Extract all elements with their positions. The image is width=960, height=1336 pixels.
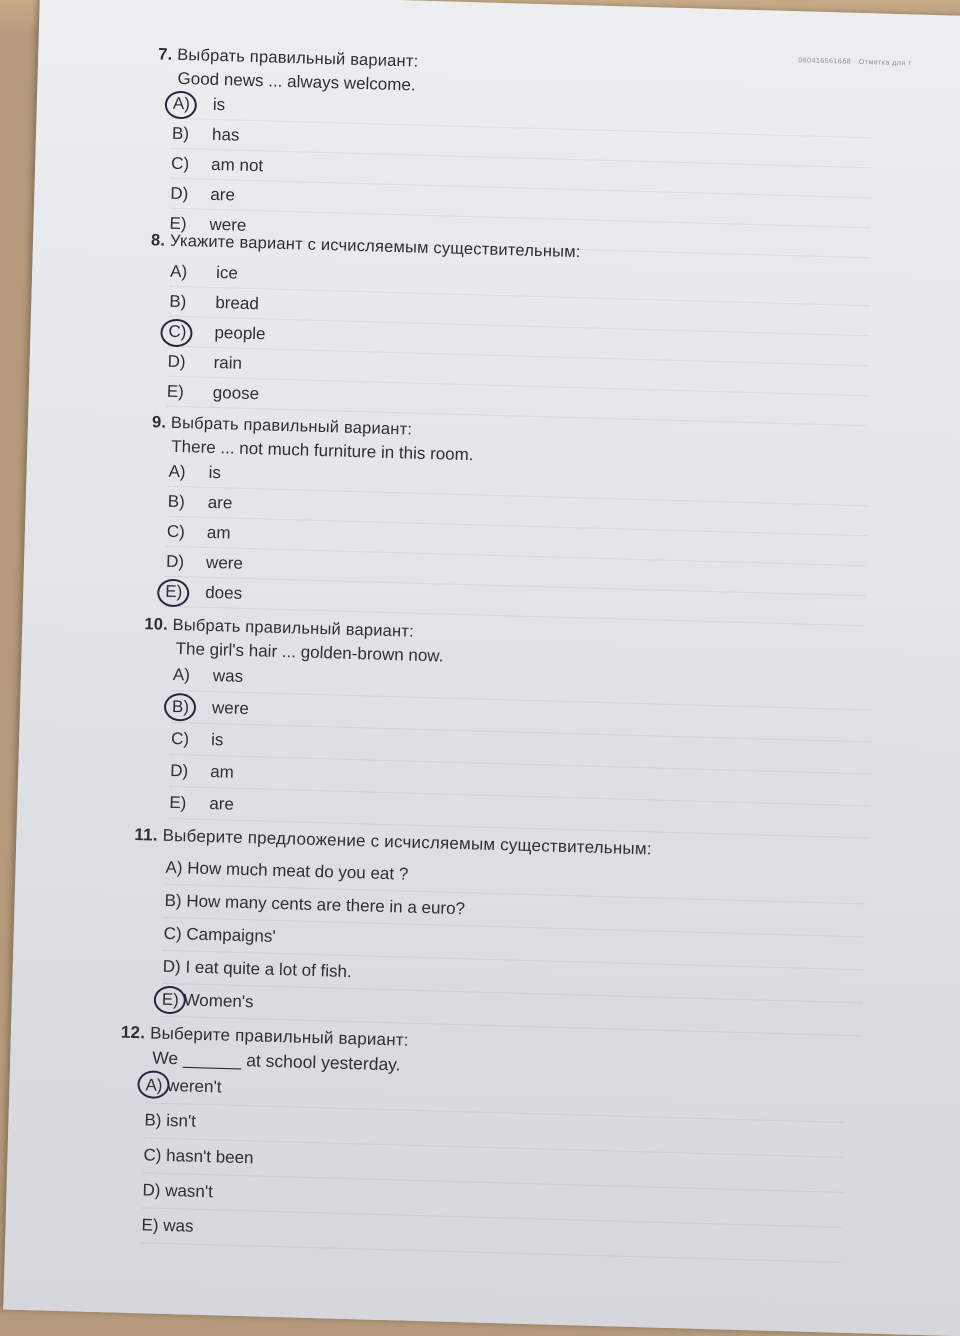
- answer-option-e[interactable]: E) were: [169, 209, 870, 259]
- question-title: Выбрать правильный вариант:: [170, 413, 413, 439]
- answer-option-a[interactable]: A) is: [168, 457, 869, 507]
- answer-option-e[interactable]: E) was: [141, 1208, 842, 1263]
- pen-circle-mark: [153, 986, 186, 1015]
- question-8: [146, 231, 871, 426]
- answer-option-b[interactable]: B) are: [167, 487, 868, 537]
- answer-option-b[interactable]: B) isn't: [144, 1103, 845, 1158]
- question-number: 11.: [134, 824, 159, 845]
- question-number: 9.: [151, 413, 167, 432]
- answer-option-e[interactable]: E) does: [165, 577, 866, 627]
- question-title: Выберите предлоожение с исчисляемым существительным:: [162, 825, 652, 859]
- answer-option-a[interactable]: A) is: [172, 89, 873, 139]
- question-number: 8.: [150, 231, 166, 250]
- question-9: [147, 413, 870, 626]
- question-title: Выбрать правильный вариант:: [176, 45, 419, 71]
- question-title: Укажите вариант с исчисляемым существительным:: [169, 231, 581, 262]
- question-number: 10.: [144, 615, 169, 634]
- question-stem: There ... not much furniture in this room.: [171, 436, 474, 465]
- answer-option-d[interactable]: D) rain: [167, 347, 868, 397]
- answer-option-b[interactable]: B) were: [172, 691, 873, 743]
- question-11: [129, 825, 866, 1036]
- answer-option-b[interactable]: B) bread: [169, 287, 870, 337]
- answer-option-c[interactable]: C) hasn't been: [143, 1138, 844, 1193]
- answer-option-c[interactable]: C) people: [168, 317, 869, 367]
- answer-option-b[interactable]: B) How many cents are there in a euro?: [164, 885, 865, 938]
- test-sheet: [3, 0, 960, 1336]
- answer-option-d[interactable]: D) am: [170, 755, 871, 807]
- answer-option-d[interactable]: D) wasn't: [142, 1173, 843, 1228]
- answer-option-e[interactable]: E) Women's: [161, 984, 862, 1037]
- answer-option-c[interactable]: C) Campaigns': [163, 918, 864, 971]
- question-stem: We ______ at school yesterday.: [151, 1047, 401, 1075]
- sheet-code: 0604165616б8 · Отметка для т: [798, 57, 912, 68]
- answer-option-e[interactable]: E) goose: [166, 377, 867, 427]
- answer-option-a[interactable]: A) ice: [170, 257, 871, 307]
- answer-option-d[interactable]: D) are: [170, 179, 871, 229]
- question-7: [150, 45, 874, 258]
- question-number: 7.: [157, 45, 173, 64]
- question-stem: The girl's hair ... golden-brown now.: [175, 639, 444, 666]
- question-10: [139, 615, 874, 838]
- question-stem: Good news ... always welcome.: [177, 68, 416, 95]
- answer-option-c[interactable]: C) am not: [171, 149, 872, 199]
- answer-option-d[interactable]: D) were: [166, 547, 867, 597]
- answer-option-e[interactable]: E) are: [169, 787, 870, 839]
- answer-option-a[interactable]: A) How much meat do you eat ?: [165, 852, 866, 905]
- answer-option-a[interactable]: A) was: [172, 659, 873, 711]
- pen-circle-mark: [137, 1070, 170, 1099]
- answer-option-d[interactable]: D) I eat quite a lot of fish.: [162, 951, 863, 1004]
- answer-option-c[interactable]: C) am: [167, 517, 868, 567]
- answer-option-c[interactable]: C) is: [171, 723, 872, 775]
- question-title: Выберите правильный вариант:: [149, 1023, 409, 1050]
- question-12: [115, 1023, 847, 1263]
- question-title: Выбрать правильный вариант:: [172, 615, 415, 641]
- answer-option-a[interactable]: A) weren't: [145, 1068, 846, 1123]
- question-number: 12.: [120, 1022, 146, 1043]
- answer-option-b[interactable]: B) has: [172, 119, 873, 169]
